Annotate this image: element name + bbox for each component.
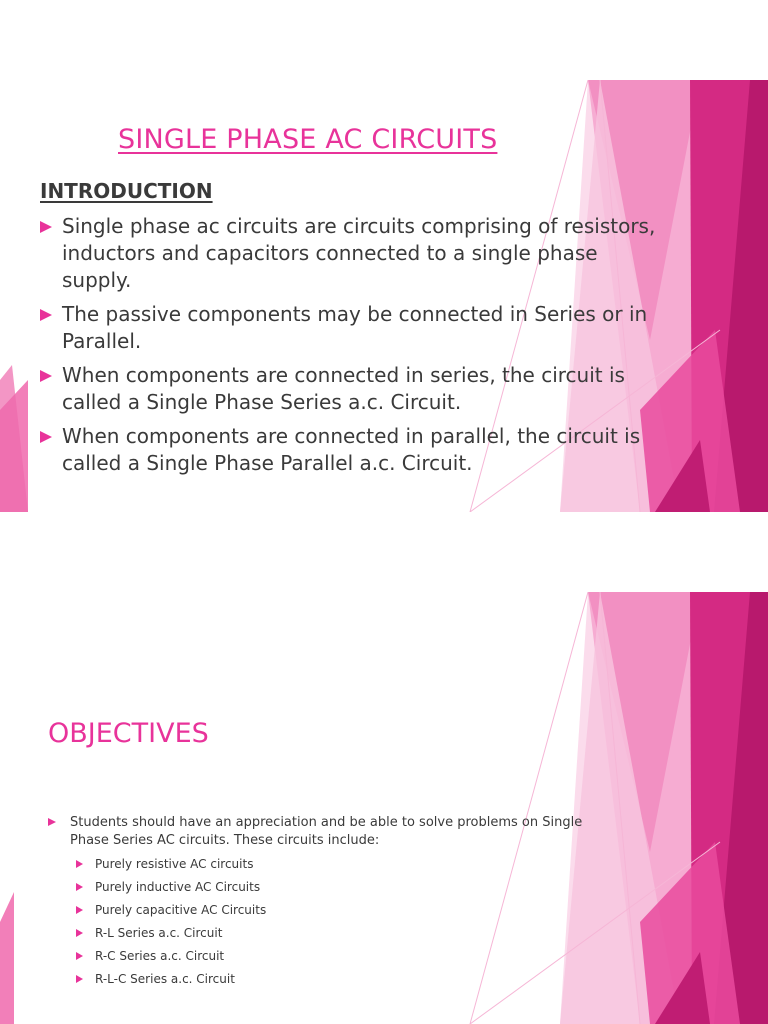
bullet-text: Students should have an appreciation and be able to solve problems on Single Phase Series AC circuits. These circuits include:: [70, 815, 583, 848]
bullet-arrow-icon: [76, 975, 83, 983]
sub-bullet-text: Purely inductive AC Circuits: [95, 880, 261, 894]
section-heading: INTRODUCTION: [40, 179, 213, 203]
sub-bullet-list: [70, 856, 593, 988]
sub-bullet-text: R-C Series a.c. Circuit: [95, 949, 225, 963]
sub-list-item: [76, 925, 593, 942]
bullet-arrow-icon: [40, 370, 52, 382]
sub-bullet-text: Purely capacitive AC Circuits: [95, 903, 267, 917]
bullet-arrow-icon: [40, 221, 52, 233]
sub-list-item: [76, 879, 593, 896]
bullet-arrow-icon: [48, 818, 56, 826]
slide-title: OBJECTIVES: [48, 718, 209, 749]
bullet-arrow-icon: [76, 906, 83, 914]
slide-introduction: [0, 80, 768, 512]
bullet-list: [48, 814, 593, 994]
slide-title: SINGLE PHASE AC CIRCUITS: [118, 124, 498, 155]
bullet-arrow-icon: [40, 431, 52, 443]
sub-bullet-text: R-L Series a.c. Circuit: [95, 926, 223, 940]
bullet-arrow-icon: [76, 929, 83, 937]
bullet-arrow-icon: [76, 883, 83, 891]
list-item: [40, 362, 670, 416]
sub-bullet-text: Purely resistive AC circuits: [95, 857, 254, 871]
sub-list-item: [76, 948, 593, 965]
list-item: [40, 301, 670, 355]
list-item: [40, 213, 670, 294]
bullet-arrow-icon: [40, 309, 52, 321]
bullet-text: Single phase ac circuits are circuits comprising of resistors, inductors and capacitors connected to a single phase supply.: [62, 214, 656, 292]
bullet-text: When components are connected in series, the circuit is called a Single Phase Series a.c. Circuit.: [62, 363, 625, 414]
bullet-text: The passive components may be connected in Series or in Parallel.: [62, 302, 648, 353]
sub-bullet-text: R-L-C Series a.c. Circuit: [95, 972, 235, 986]
bullet-list: [40, 213, 670, 484]
sub-list-item: [76, 902, 593, 919]
sub-list-item: [76, 856, 593, 873]
bullet-arrow-icon: [76, 952, 83, 960]
sub-list-item: [76, 971, 593, 988]
bullet-arrow-icon: [76, 860, 83, 868]
bullet-text: When components are connected in parallel, the circuit is called a Single Phase Parallel a.c. Circuit.: [62, 424, 641, 475]
list-item: [40, 423, 670, 477]
list-item: [48, 814, 593, 988]
slide-objectives: [0, 592, 768, 1024]
